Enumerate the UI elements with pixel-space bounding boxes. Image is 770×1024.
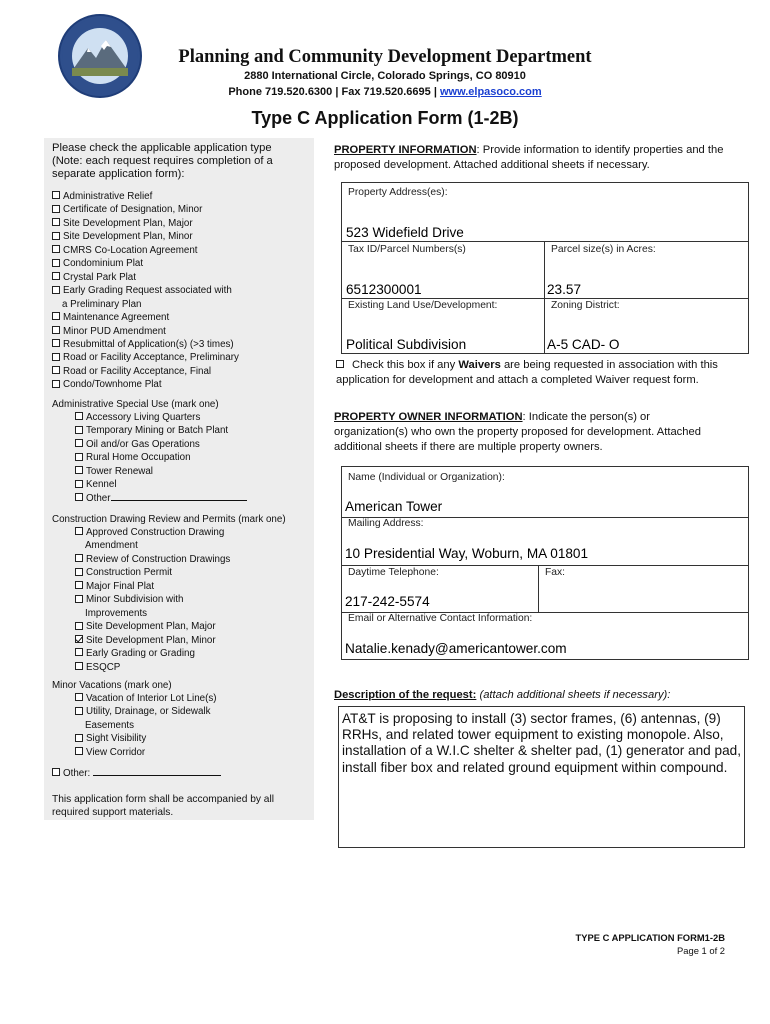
application-type-label: Administrative Relief	[63, 191, 153, 202]
waiver-checkbox[interactable]	[336, 360, 344, 368]
department-phone-fax	[150, 86, 620, 98]
application-type-label: Road or Facility Acceptance, Preliminary	[63, 352, 239, 364]
application-type-label: Certificate of Designation, Minor	[63, 204, 203, 216]
land-use-value[interactable]: Political Subdivision	[346, 337, 467, 352]
construction-item[interactable]	[75, 580, 230, 593]
support-materials-note: This application form shall be accompanied by all required support materials.	[52, 794, 274, 818]
email-label: Email or Alternative Contact Information:	[348, 613, 533, 624]
vacation-checkbox[interactable]	[75, 693, 83, 701]
application-type-checkbox[interactable]	[52, 205, 60, 213]
mailing-address-value[interactable]: 10 Presidential Way, Woburn, MA 01801	[345, 546, 589, 561]
special-use-label: Kennel	[86, 479, 117, 491]
special-use-item[interactable]	[75, 492, 247, 505]
other-label: Other:	[63, 768, 91, 779]
construction-heading: Construction Drawing Review and Permits (mark one)	[52, 514, 286, 525]
department-address: 2880 International Circle, Colorado Springs, CO 80910	[244, 70, 526, 82]
construction-item[interactable]	[75, 566, 230, 579]
construction-checkbox[interactable]	[75, 568, 83, 576]
special-use-label: Temporary Mining or Batch Plant	[86, 425, 229, 437]
vacation-item[interactable]	[75, 705, 217, 718]
application-type-label: Site Development Plan, Major	[63, 217, 193, 229]
construction-checkbox[interactable]	[75, 635, 83, 643]
special-use-other-input-line[interactable]	[111, 492, 247, 501]
fax-label: Fax:	[545, 567, 566, 578]
application-type-checkbox[interactable]	[52, 218, 60, 226]
special-use-checkbox[interactable]	[75, 480, 83, 488]
application-type-label: Site Development Plan, Minor	[63, 231, 193, 243]
construction-item	[75, 607, 230, 620]
application-type-checkbox[interactable]	[52, 339, 60, 347]
special-use-checkbox[interactable]	[75, 466, 83, 474]
special-use-item[interactable]	[75, 465, 247, 478]
application-type-item[interactable]	[52, 190, 239, 203]
page-number: Page 1 of 2	[677, 945, 725, 956]
application-type-label: Condominium Plat	[63, 258, 144, 270]
construction-label: Improvements	[85, 607, 148, 619]
application-type-item[interactable]	[52, 365, 239, 378]
tax-id-label: Tax ID/Parcel Numbers(s)	[348, 244, 466, 255]
application-type-list	[52, 190, 239, 392]
construction-item[interactable]	[75, 634, 230, 647]
construction-checkbox[interactable]	[75, 648, 83, 656]
application-type-item[interactable]	[52, 351, 239, 364]
vacation-label: Vacation of Interior Lot Line(s)	[86, 693, 217, 704]
application-type-item[interactable]	[52, 230, 239, 243]
owner-info-heading: PROPERTY OWNER INFORMATION	[334, 411, 523, 423]
application-type-checkbox[interactable]	[52, 353, 60, 361]
special-use-label: Rural Home Occupation	[86, 452, 191, 464]
county-seal-logo	[58, 14, 142, 98]
owner-info-intro	[334, 410, 714, 455]
special-use-label: Other	[86, 492, 111, 504]
form-title: Type C Application Form (1-2B)	[251, 108, 519, 128]
owner-info-text: : Indicate the person(s) or organization(s) who own the property proposed for development. Attached additional sheets if there are multiple property owners.	[334, 411, 701, 453]
owner-name-value[interactable]: American Tower	[345, 499, 443, 514]
construction-checkbox[interactable]	[75, 527, 83, 535]
vacation-label: Utility, Drainage, or Sidewalk	[86, 706, 211, 718]
vacation-checkbox[interactable]	[75, 747, 83, 755]
application-type-label: Condo/Townhome Plat	[63, 379, 162, 391]
vacation-item[interactable]	[75, 692, 217, 705]
vacation-checkbox[interactable]	[75, 734, 83, 742]
application-type-label: Crystal Park Plat	[63, 271, 136, 283]
application-type-label: a Preliminary Plan	[62, 298, 142, 310]
application-type-label: Road or Facility Acceptance, Final	[63, 365, 212, 377]
application-type-item[interactable]	[52, 244, 239, 257]
email-value[interactable]: Natalie.kenady@americantower.com	[345, 641, 567, 656]
land-use-label: Existing Land Use/Development:	[348, 300, 498, 311]
application-type-item	[52, 298, 239, 311]
special-use-item[interactable]	[75, 451, 247, 464]
special-use-item[interactable]	[75, 478, 247, 491]
application-type-item[interactable]	[52, 325, 239, 338]
website-link[interactable]: www.elpasoco.com	[439, 86, 542, 98]
special-use-list	[75, 411, 247, 505]
department-title: Planning and Community Development Department	[178, 47, 592, 67]
application-type-checkbox[interactable]	[52, 380, 60, 388]
construction-checkbox[interactable]	[75, 581, 83, 589]
application-type-label: CMRS Co-Location Agreement	[63, 244, 198, 256]
fax-box[interactable]	[538, 565, 749, 613]
vacation-label: Easements	[85, 719, 135, 731]
request-description-value[interactable]: AT&T is proposing to install (3) sector frames, (6) antennas, (9) RRHs, and related tower equipment to existing monopole. Also, installation of a W.I.C shelter & shelter pad, (1) generator and pad, install fiber box and related ground equipment within compound.	[342, 711, 741, 775]
application-type-checkbox[interactable]	[52, 259, 60, 267]
construction-checkbox[interactable]	[75, 554, 83, 562]
construction-item[interactable]	[75, 620, 230, 633]
special-use-item[interactable]	[75, 411, 247, 424]
construction-checkbox[interactable]	[75, 595, 83, 603]
application-type-item[interactable]	[52, 257, 239, 270]
application-type-item[interactable]	[52, 338, 239, 351]
construction-item[interactable]	[75, 661, 230, 674]
construction-label: Review of Construction Drawings	[86, 553, 231, 565]
waiver-bold: Waivers	[458, 359, 501, 371]
application-type-item[interactable]	[52, 378, 239, 391]
property-address-value[interactable]: 523 Widefield Drive	[346, 225, 464, 240]
property-info-text: : Provide information to identify properties and the proposed development. Attached additional sheets if necessary.	[334, 144, 724, 171]
application-type-checkbox[interactable]	[52, 312, 60, 320]
tax-id-value[interactable]: 6512300001	[346, 282, 422, 297]
special-use-label: Accessory Living Quarters	[86, 412, 201, 423]
special-use-checkbox[interactable]	[75, 412, 83, 420]
construction-item[interactable]	[75, 593, 230, 606]
application-type-checkbox[interactable]	[52, 326, 60, 334]
special-use-heading: Administrative Special Use (mark one)	[52, 399, 219, 410]
application-type-label: Early Grading Request associated with	[63, 285, 232, 297]
request-heading-note: (attach additional sheets if necessary):	[476, 689, 671, 701]
special-use-item[interactable]	[75, 438, 247, 451]
construction-label: Approved Construction Drawing	[86, 527, 225, 538]
vacation-label: Sight Visibility	[86, 733, 147, 745]
construction-list	[75, 526, 230, 674]
mailing-address-label: Mailing Address:	[348, 518, 424, 529]
owner-name-label: Name (Individual or Organization):	[348, 472, 505, 483]
other-row	[52, 767, 221, 780]
construction-item[interactable]	[75, 553, 230, 566]
property-info-heading: PROPERTY INFORMATION	[334, 144, 477, 156]
construction-label: Amendment	[85, 540, 138, 552]
application-type-item[interactable]	[52, 271, 239, 284]
construction-label: Early Grading or Grading	[86, 648, 195, 660]
application-type-checkbox[interactable]	[52, 191, 60, 199]
other-checkbox[interactable]	[52, 768, 60, 776]
other-input-line[interactable]	[93, 767, 221, 776]
phone-fax-text: Phone 719.520.6300 | Fax 719.520.6695 |	[228, 86, 440, 98]
mountain-seal-icon	[60, 16, 140, 96]
property-address-label: Property Address(es):	[348, 187, 448, 198]
construction-label: Site Development Plan, Major	[86, 621, 216, 633]
special-use-checkbox[interactable]	[75, 493, 83, 501]
application-type-checkbox[interactable]	[52, 232, 60, 240]
zoning-label: Zoning District:	[551, 300, 620, 311]
form-id-footer: TYPE C APPLICATION FORM1-2B	[575, 932, 725, 943]
application-type-checkbox[interactable]	[52, 245, 60, 253]
application-type-item[interactable]	[52, 284, 239, 297]
application-type-label: Minor PUD Amendment	[63, 325, 166, 337]
application-type-checkbox[interactable]	[52, 286, 60, 294]
request-heading: Description of the request:	[334, 689, 477, 701]
vacation-label: View Corridor	[86, 746, 146, 758]
application-type-item[interactable]	[52, 311, 239, 324]
construction-checkbox[interactable]	[75, 662, 83, 670]
special-use-item[interactable]	[75, 424, 247, 437]
waiver-row	[336, 358, 736, 388]
property-info-intro	[334, 143, 739, 173]
application-type-intro: Please check the applicable application type (Note: each request requires completion of a separate application form):	[52, 142, 273, 180]
construction-item[interactable]	[75, 647, 230, 660]
special-use-label: Oil and/or Gas Operations	[86, 438, 200, 450]
application-type-label: Maintenance Agreement	[63, 312, 170, 324]
zoning-value[interactable]: A-5 CAD- O	[547, 337, 620, 352]
vacation-item[interactable]	[75, 732, 217, 745]
special-use-label: Tower Renewal	[86, 465, 153, 477]
vacations-heading: Minor Vacations (mark one)	[52, 680, 172, 691]
vacations-list	[75, 692, 217, 759]
application-type-checkbox[interactable]	[52, 366, 60, 374]
request-heading-row	[334, 688, 754, 703]
construction-label: ESQCP	[86, 661, 121, 673]
parcel-size-value[interactable]: 23.57	[547, 282, 582, 297]
application-type-item[interactable]	[52, 203, 239, 216]
construction-label: Site Development Plan, Minor	[86, 634, 216, 646]
daytime-phone-label: Daytime Telephone:	[348, 567, 439, 578]
parcel-size-label: Parcel size(s) in Acres:	[551, 244, 656, 255]
construction-label: Construction Permit	[86, 567, 173, 579]
vacation-item	[75, 719, 217, 732]
special-use-checkbox[interactable]	[75, 426, 83, 434]
construction-checkbox[interactable]	[75, 622, 83, 630]
construction-label: Major Final Plat	[86, 580, 155, 592]
construction-item	[75, 539, 230, 552]
waiver-text-post: are being requested in association with this application for development and attach a completed Waiver request form.	[336, 359, 718, 386]
daytime-phone-value[interactable]: 217-242-5574	[345, 594, 430, 609]
waiver-text-pre: Check this box if any	[352, 359, 459, 371]
application-type-checkbox[interactable]	[52, 272, 60, 280]
vacation-checkbox[interactable]	[75, 707, 83, 715]
vacation-item[interactable]	[75, 746, 217, 759]
special-use-checkbox[interactable]	[75, 453, 83, 461]
application-type-label: Resubmittal of Application(s) (>3 times)	[63, 338, 234, 350]
application-type-item[interactable]	[52, 217, 239, 230]
construction-item[interactable]	[75, 526, 230, 539]
construction-label: Minor Subdivision with	[86, 594, 184, 606]
special-use-checkbox[interactable]	[75, 439, 83, 447]
